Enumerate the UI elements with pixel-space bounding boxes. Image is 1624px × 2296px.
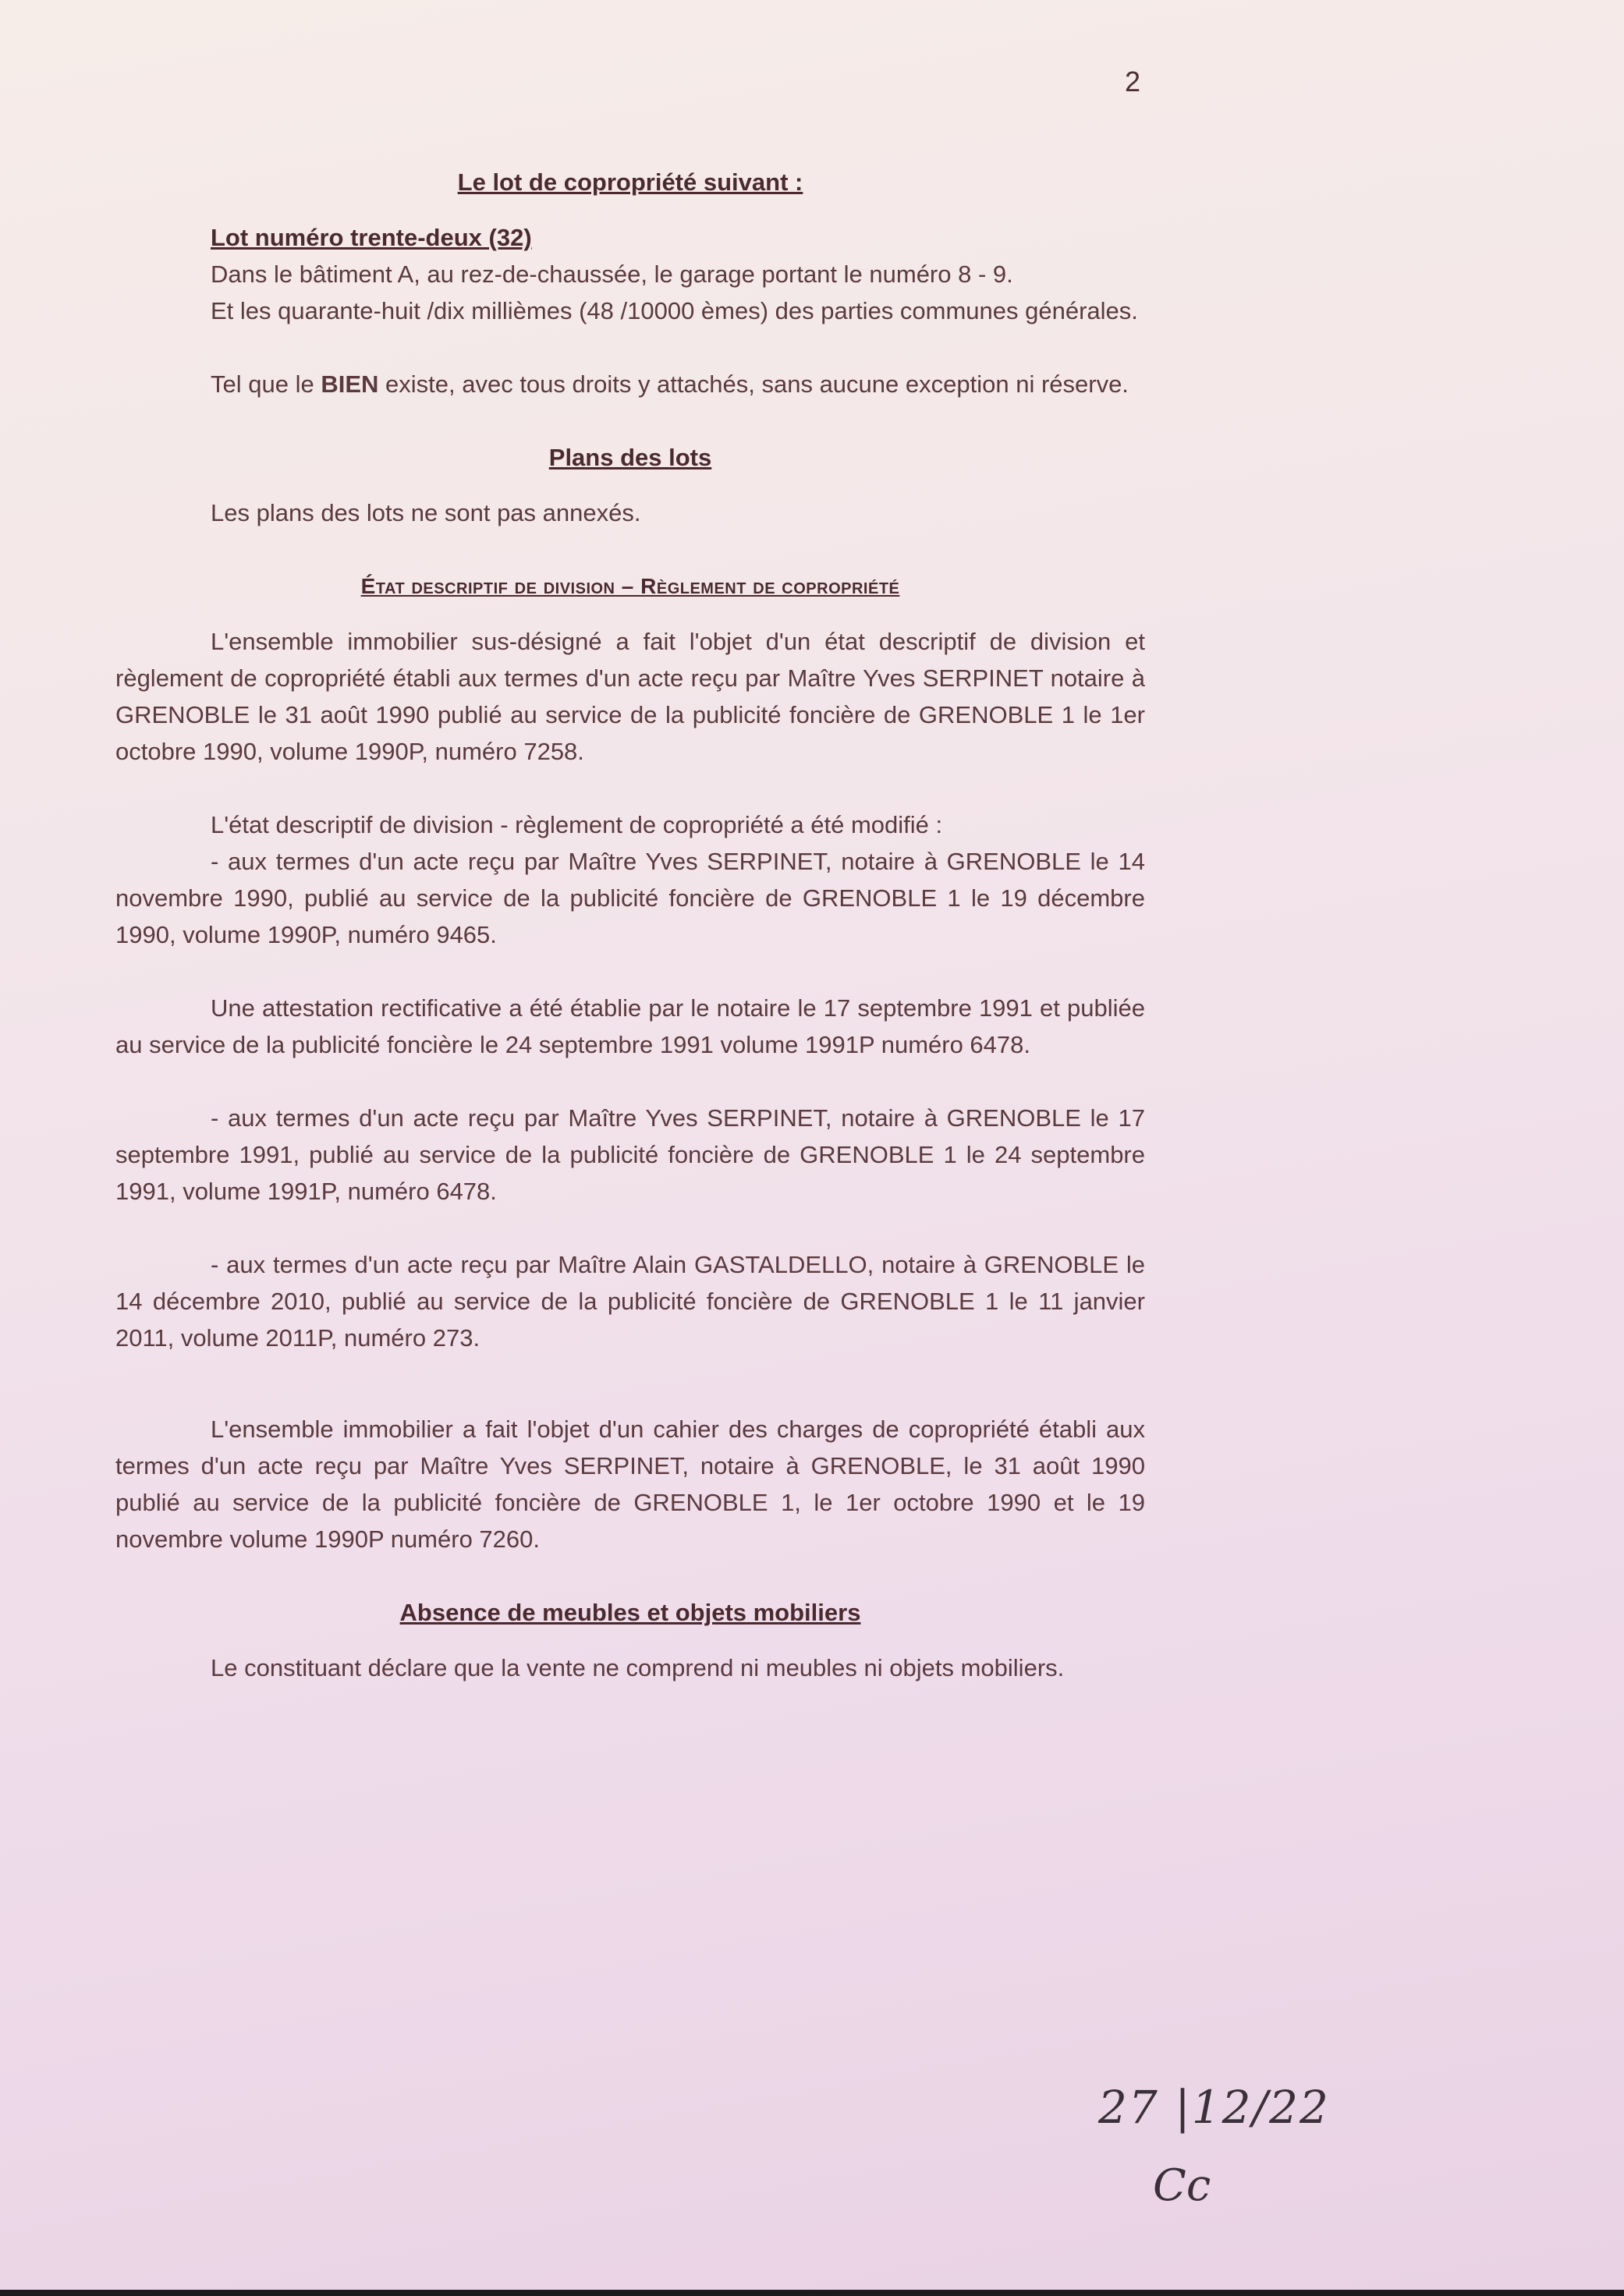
document-body (115, 164, 1145, 1686)
handwritten-initials: Cc (1153, 2160, 1211, 2211)
modification-1: - aux termes d'un acte reçu par Maître Yves SERPINET, notaire à GRENOBLE le 14 novembre 1990, publié au service de la publicité foncière de GRENOBLE 1 le 19 décembre 1990, volume 1990P, numéro 9465. (115, 848, 1145, 948)
etat-heading: État descriptif de division – Règlement de copropriété (360, 574, 900, 598)
bottom-edge (0, 2290, 1624, 2296)
lot-tantiemes: Et les quarante-huit /dix millièmes (48 /10000 èmes) des parties communes générales. (211, 297, 1138, 324)
page-number: 2 (1125, 66, 1141, 97)
modification-3: - aux termes d'un acte reçu par Maître Alain GASTALDELLO, notaire à GRENOBLE le 14 décembre 2010, publié au service de la publicité foncière de GRENOBLE 1 le 11 janvier 2011, volume 2011P, numéro 273. (115, 1251, 1145, 1352)
lot-description: Dans le bâtiment A, au rez-de-chaussée, le garage portant le numéro 8 - 9. (211, 260, 1013, 288)
bien-paragraph (115, 366, 1145, 402)
bien-text-after: existe, avec tous droits y attachés, sans aucune exception ni réserve. (378, 370, 1129, 398)
handwritten-date: 27 |12/22 (1098, 2081, 1330, 2134)
bien-text-before: Tel que le (211, 370, 321, 398)
etat-modifie: L'état descriptif de division - règlement de copropriété a été modifié : (211, 811, 943, 838)
etat-paragraph: L'ensemble immobilier sus-désigné a fait l'objet d'un état descriptif de division et règlement de copropriété établi aux termes d'un acte reçu par Maître Yves SERPINET notaire à GRENOBLE le 31 août 1990 publié au service de la publicité foncière de GRENOBLE 1 le 1er octobre 1990, volume 1990P, numéro 7258. (115, 628, 1145, 765)
meubles-heading: Absence de meubles et objets mobiliers (399, 1599, 861, 1626)
plans-text: Les plans des lots ne sont pas annexés. (211, 499, 641, 526)
lot-subheading: Lot numéro trente-deux (32) (211, 224, 532, 251)
attestation-paragraph: Une attestation rectificative a été établie par le notaire le 17 septembre 1991 et publiée au service de la publicité foncière le 24 septembre 1991 volume 1991P numéro 6478. (115, 994, 1145, 1058)
modification-2: - aux termes d'un acte reçu par Maître Yves SERPINET, notaire à GRENOBLE le 17 septembre 1991, publié au service de la publicité foncière de GRENOBLE 1 le 24 septembre 1991, volume 1991P, numéro 6478. (115, 1104, 1145, 1205)
cahier-paragraph: L'ensemble immobilier a fait l'objet d'un cahier des charges de copropriété établi aux termes d'un acte reçu par Maître Yves SERPINET, notaire à GRENOBLE, le 31 août 1990 publié au service de la publicité foncière de GRENOBLE 1, le 1er octobre 1990 et le 19 novembre volume 1990P numéro 7260. (115, 1416, 1145, 1553)
bien-keyword: BIEN (321, 370, 379, 398)
lot-heading: Le lot de copropriété suivant : (457, 168, 803, 196)
meubles-text: Le constituant déclare que la vente ne comprend ni meubles ni objets mobiliers. (211, 1654, 1065, 1681)
plans-heading: Plans des lots (548, 444, 712, 471)
